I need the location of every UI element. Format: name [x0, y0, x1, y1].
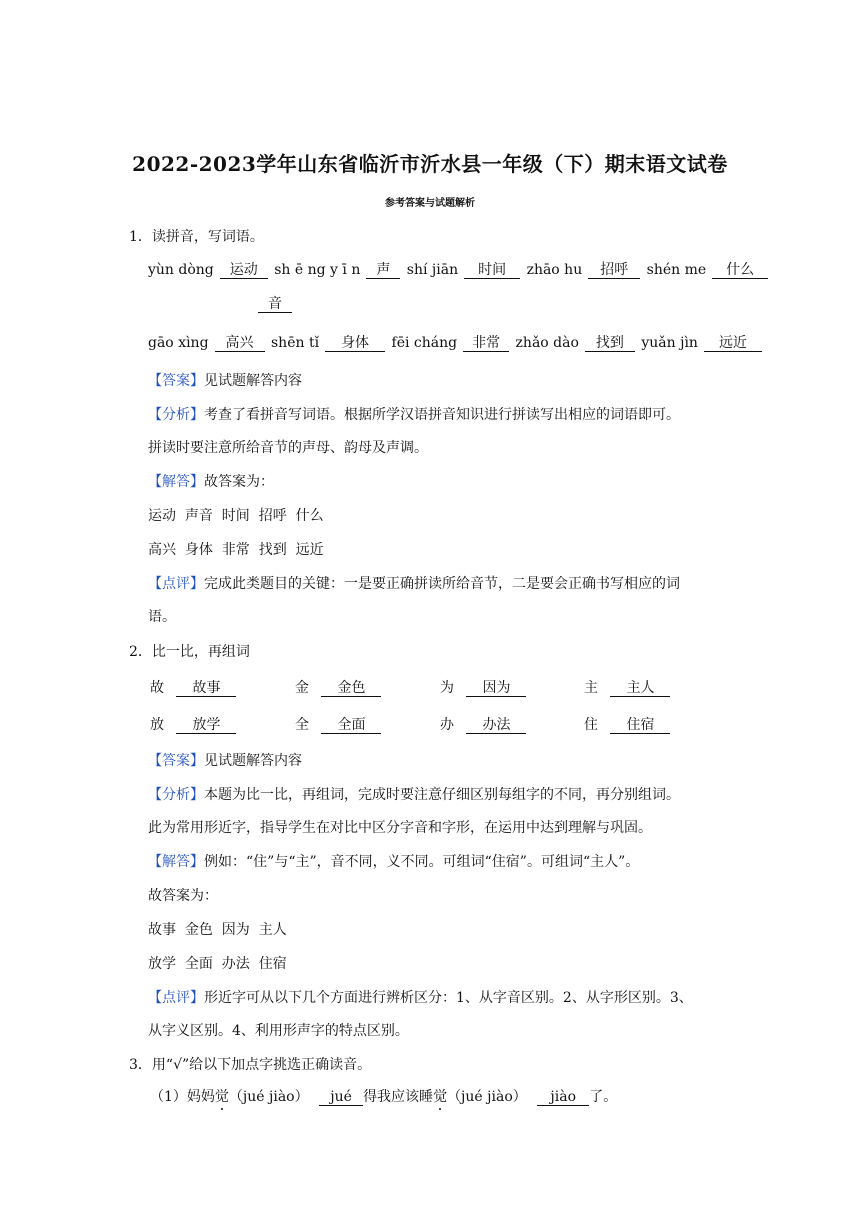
q3-text: （1）妈妈 — [150, 1089, 215, 1105]
comment-tag: 【点评】 — [148, 990, 204, 1006]
solution-tag: 【解答】 — [148, 474, 204, 490]
q2-char: 主 — [584, 680, 598, 696]
q3-options: （jué jiào） — [447, 1089, 527, 1105]
q1-answer-blank: 找到 — [585, 336, 635, 352]
q3-dotted-char: 觉 — [433, 1086, 447, 1106]
question-2-stem: 2．比一比，再组词 — [129, 644, 250, 660]
q3-text: 了。 — [589, 1089, 618, 1105]
q1-answer-blank: 什么 — [712, 263, 768, 279]
question-3-stem: 3．用“√”给以下加点字挑选正确读音。 — [129, 1057, 372, 1073]
analysis-text: 本题为比一比，再组词，完成时要注意仔细区别每组字的不同，再分别组词。 — [204, 787, 680, 803]
q2-item — [440, 714, 526, 734]
page-subtitle: 参考答案与试题解析 — [385, 198, 475, 209]
q2-solution-line-2: 放学 全面 办法 住宿 — [148, 956, 287, 972]
q3-dotted-char: 觉 — [215, 1086, 229, 1106]
q1-pinyin: shén me — [646, 262, 707, 278]
q2-item — [584, 714, 670, 734]
q3-sentence-1 — [150, 1086, 617, 1106]
q1-solution-line-1: 运动 声音 时间 招呼 什么 — [148, 508, 324, 524]
answer-text: 见试题解答内容 — [204, 373, 302, 389]
comment-tag: 【点评】 — [148, 576, 204, 592]
q2-item — [584, 677, 670, 697]
q2-analysis-cont: 此为常用形近字，指导学生在对比中区分字音和字形，在运用中达到理解与巩固。 — [148, 820, 652, 836]
q1-row-1 — [148, 262, 768, 279]
q3-answer-blank: jiào — [537, 1090, 589, 1106]
q1-pinyin: fēi cháng — [391, 335, 458, 351]
answer-text: 见试题解答内容 — [204, 753, 302, 769]
analysis-tag: 【分析】 — [148, 407, 204, 423]
comment-text: 完成此类题目的关键：一是要正确拼读所给音节，二是要会正确书写相应的词 — [204, 576, 680, 592]
solution-tag: 【解答】 — [148, 854, 204, 870]
q2-char: 住 — [584, 717, 598, 733]
analysis-tag: 【分析】 — [148, 787, 204, 803]
q2-item — [440, 677, 526, 697]
q1-row-1-wrap — [258, 296, 292, 313]
q1-answer-blank: 高兴 — [215, 336, 265, 352]
q2-char: 故 — [150, 680, 164, 696]
q1-answer-blank: 非常 — [463, 336, 509, 352]
q2-answer-blank: 因为 — [466, 681, 526, 697]
q2-char: 为 — [440, 680, 454, 696]
q2-item — [295, 677, 381, 697]
q1-pinyin: shí jiān — [406, 262, 459, 278]
q2-answer-blank: 放学 — [176, 718, 236, 734]
q1-row-2 — [148, 335, 762, 352]
q2-char: 放 — [150, 717, 164, 733]
comment-text: 形近字可从以下几个方面进行辨析区分：1、从字音区别。2、从字形区别。3、 — [204, 990, 693, 1006]
q1-answer-blank: 时间 — [464, 263, 520, 279]
q1-answer-blank: 运动 — [220, 263, 268, 279]
analysis-text: 考查了看拼音写词语。根据所学汉语拼音知识进行拼读写出相应的词语即可。 — [204, 407, 680, 423]
q2-answer-blank: 金色 — [321, 681, 381, 697]
q2-char: 全 — [295, 717, 309, 733]
q1-pinyin: yùn dòng — [148, 262, 214, 278]
question-1-stem: 1．读拼音，写词语。 — [129, 229, 264, 245]
q2-item — [295, 714, 381, 734]
q1-comment — [148, 573, 680, 593]
q1-solution — [148, 471, 274, 491]
q3-options: （jué jiào） — [228, 1089, 309, 1105]
q1-comment-cont: 语。 — [148, 609, 176, 625]
q2-answer-blank: 全面 — [321, 718, 381, 734]
q2-item — [150, 714, 236, 734]
q2-answer-blank: 故事 — [176, 681, 236, 697]
solution-text: 故答案为： — [204, 474, 274, 490]
q2-answer — [148, 750, 302, 770]
q2-item — [150, 677, 236, 697]
q1-analysis — [148, 404, 680, 424]
q2-solution — [148, 851, 639, 871]
q2-answer-blank: 主人 — [610, 681, 670, 697]
q1-pinyin: zhāo hu — [526, 262, 583, 278]
q3-text: 得我应该睡 — [363, 1089, 434, 1105]
q1-answer-blank: 招呼 — [588, 263, 640, 279]
q1-pinyin: zhǎo dào — [515, 335, 579, 351]
q2-solution-line-1: 故事 金色 因为 主人 — [148, 922, 287, 938]
solution-text: 例如：“住”与“主”，音不同，义不同。可组词“住宿”。可组词“主人”。 — [204, 854, 640, 870]
answer-tag: 【答案】 — [148, 753, 204, 769]
q2-char: 金 — [295, 680, 309, 696]
q1-pinyin: yuǎn jìn — [641, 335, 698, 351]
q1-answer-blank: 声 — [366, 263, 400, 279]
q1-answer — [148, 370, 302, 390]
q1-solution-line-2: 高兴 身体 非常 找到 远近 — [148, 542, 324, 558]
q1-answer-blank: 远近 — [704, 336, 762, 352]
q2-analysis — [148, 784, 680, 804]
q1-analysis-cont: 拼读时要注意所给音节的声母、韵母及声调。 — [148, 440, 428, 456]
q2-comment-cont: 从字义区别。4、利用形声字的特点区别。 — [148, 1023, 409, 1039]
q2-comment — [148, 987, 693, 1007]
q3-answer-blank: jué — [319, 1090, 363, 1106]
q1-answer-blank: 音 — [258, 297, 292, 313]
q2-solution-line-0: 故答案为： — [148, 888, 218, 904]
q1-answer-blank: 身体 — [325, 336, 385, 352]
q2-answer-blank: 办法 — [466, 718, 526, 734]
q2-answer-blank: 住宿 — [610, 718, 670, 734]
q2-char: 办 — [440, 717, 454, 733]
page-title: 2022-2023学年山东省临沂市沂水县一年级（下）期末语文试卷 — [132, 152, 728, 176]
answer-tag: 【答案】 — [148, 373, 204, 389]
q1-pinyin: sh ē ng y ī n — [274, 262, 361, 278]
q1-pinyin: gāo xìng — [148, 335, 209, 351]
q1-pinyin: shēn tǐ — [271, 335, 320, 351]
